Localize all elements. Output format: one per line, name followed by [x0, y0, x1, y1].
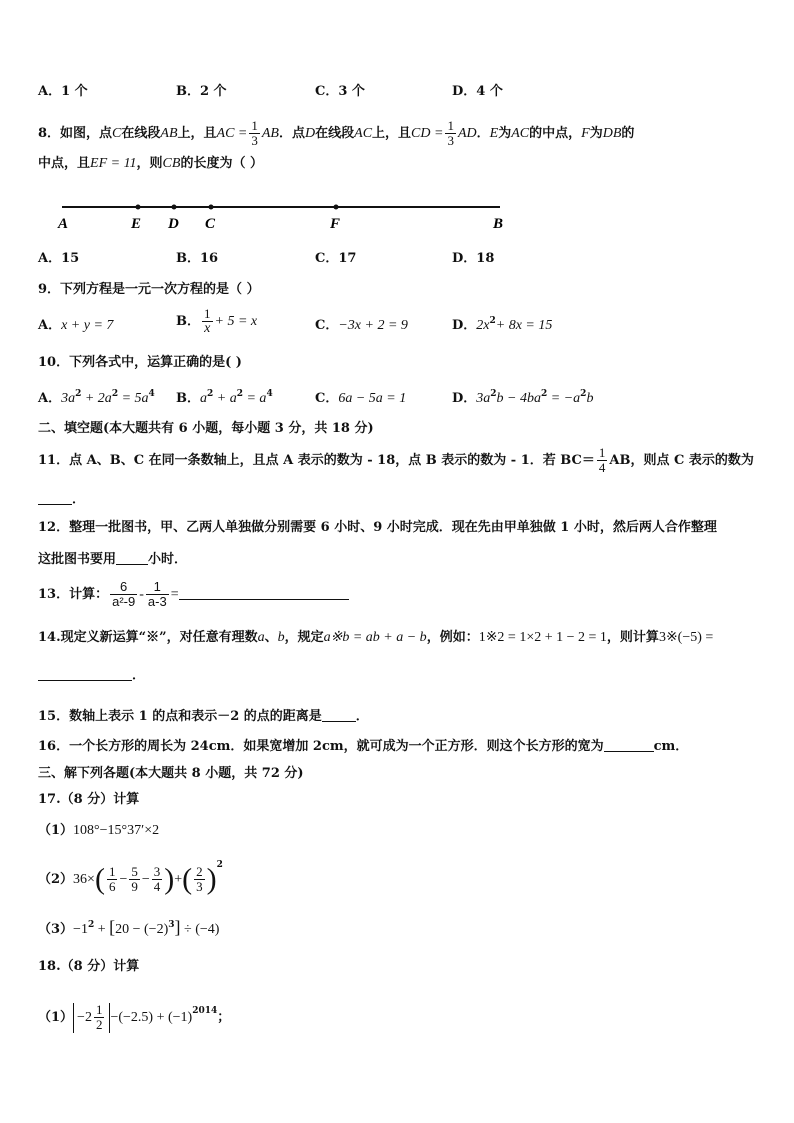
q13-blank	[179, 587, 349, 600]
q7-option-d: D．4 个	[452, 84, 503, 99]
q9-stem: 9．下列方程是一元一次方程的是（ ）	[38, 282, 260, 297]
label-e: E	[131, 216, 142, 232]
label-f: F	[330, 216, 341, 232]
q8-option-d: D．18	[452, 251, 495, 266]
q8-stem-line2: 中点，且EF = 11，则CB的长度为（ ）	[38, 156, 263, 171]
q9-option-c: C．−3x + 2 = 9	[315, 318, 408, 333]
q11-answer-line: ．	[38, 492, 85, 508]
point-c-dot	[209, 205, 214, 210]
q18-title: 18.（8 分）计算	[38, 959, 140, 974]
section-2-heading: 二、填空题(本大题共有 6 小题，每小题 3 分，共 18 分)	[38, 421, 374, 436]
q16-blank	[604, 739, 654, 752]
q7-option-a: A．1 个	[38, 84, 88, 99]
label-c: C	[205, 216, 216, 232]
section-3-heading: 三、解下列各题(本大题共 8 小题，共 72 分)	[38, 766, 304, 781]
q17-title: 17.（8 分）计算	[38, 792, 140, 807]
q9-option-d: D．$2x^2+ 8x = 15$	[452, 316, 553, 333]
q8-option-b: B．16	[176, 251, 219, 266]
q9-option-a: A．x + y = 7	[38, 318, 114, 333]
q8-option-c: C．17	[315, 251, 357, 266]
q10-stem: 10．下列各式中，运算正确的是( )	[38, 355, 242, 370]
q12-blank	[116, 552, 148, 565]
point-d-dot	[172, 205, 177, 210]
q12-line2: 这批图书要用 小时．	[38, 552, 188, 567]
label-b: B	[493, 216, 504, 232]
label-a: A	[58, 216, 69, 232]
q10-option-a: A．$3a^2 + 2a^2 = 5a^4$	[38, 389, 155, 406]
point-f-dot	[334, 205, 339, 210]
q12-line1: 12．整理一批图书，甲、乙两人单独做分别需要 6 小时、9 小时完成．现在先由甲单独做 1 小时，然后两人合作整理	[38, 520, 717, 535]
q10-option-b: B．$a^2 + a^2 = a^4$	[176, 389, 273, 406]
q17-part1: （1）108°−15°37′×2	[38, 823, 160, 838]
q11-stem: 11．点 A、B、C 在同一条数轴上，且点 A 表示的数为 - 18，点 B 表示的数为 - 1．若 BC＝ $\frac{1}{4}$ AB，则点 C 表示的数为	[38, 445, 754, 475]
q8-stem-line1: 8．如图，点C在线段AB上，且AC = $\frac{1}{3}$ AB．点D在线段AC上，且CD = $\frac{1}{3}$ AD．E为AC的中点，F为DB的	[38, 118, 635, 148]
q14-answer-line: ．	[38, 668, 145, 684]
label-d: D	[168, 216, 179, 232]
q8-segment-figure	[50, 195, 520, 235]
q14-stem: 14.现定义新运算“※”，对任意有理数a、b，规定a※b = ab + a − b，例如：1※2 = 1×2 + 1 − 2 = 1，则计算3※(−5) =	[38, 630, 714, 645]
q18-part1: （1） −2 $\frac{1}{2}$ $-(-2.5) + (-1)^{2014}$；	[38, 1001, 231, 1032]
q7-option-c: C．3 个	[315, 84, 365, 99]
q15-stem: 15．数轴上表示 1 的点和表示－2 的点的距离是 ．	[38, 709, 369, 724]
q9-option-b: B． $\frac{1}{x}$ + 5 = x	[176, 306, 258, 336]
q10-option-d: D．$3a^2b - 4ba^2 = -a^2b$	[452, 389, 594, 406]
q15-blank	[322, 709, 356, 722]
q10-option-c: C．6a − 5a = 1	[315, 391, 407, 406]
q11-blank	[38, 492, 72, 505]
point-e-dot	[136, 205, 141, 210]
q17-part2: （2）36×( $\frac{1}{6}$ − $\frac{5}{9}$ − $\frac{3}{4}$ )+( $\frac{2}{3}$ )$^2$	[38, 860, 223, 896]
q13-expression: 13．计算： $\frac{6}{\text{a²-9}}$ - $\frac{1}{a-3}$ =	[38, 580, 349, 609]
q8-option-a: A．15	[38, 251, 80, 266]
q14-blank	[38, 668, 132, 681]
q7-option-b: B．2 个	[176, 84, 227, 99]
q16-stem: 16．一个长方形的周长为 24cm．如果宽增加 2cm，就可成为一个正方形．则这个长方形的宽为 cm．	[38, 739, 689, 754]
q17-part3: $(3)-1^2 + [20 - (-2)^3] \div (-4)$	[38, 917, 220, 937]
